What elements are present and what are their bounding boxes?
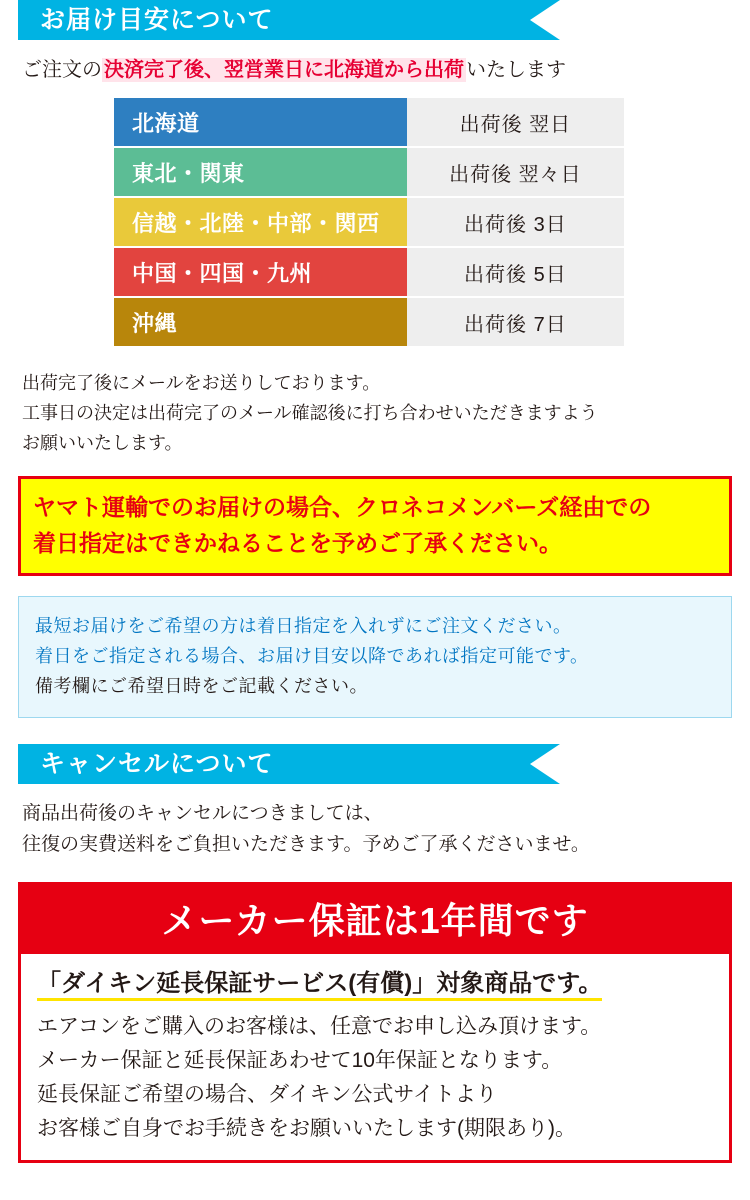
table-cell-days: 出荷後 7日 xyxy=(407,297,624,346)
cancel-banner-label: キャンセルについて xyxy=(40,750,274,778)
table-row xyxy=(114,297,624,346)
lead-suffix: いたします xyxy=(466,59,566,81)
banner-arrow-tip xyxy=(530,744,560,784)
delivery-section-banner xyxy=(18,0,560,40)
delivery-estimate-table xyxy=(114,98,624,346)
warranty-detail-line: お客様ご自身でお手続きをお願いいたします(期限あり)。 xyxy=(37,1117,576,1140)
table-cell-area: 信越・北陸・中部・関西 xyxy=(114,197,407,247)
warning-line: 着日指定はできかねることを予めご了承ください。 xyxy=(33,530,562,556)
cancel-note-line: 往復の実費送料をご負担いただきます。予めご了承くださいませ。 xyxy=(22,834,590,855)
table-cell-area: 北海道 xyxy=(114,98,407,147)
info-line: 備考欄にご希望日時をご記載ください。 xyxy=(35,676,368,696)
delivery-note-line: 出荷完了後にメールをお送りしております。 xyxy=(22,373,381,393)
info-line: 着日をご指定される場合、お届け目安以降であれば指定可能です。 xyxy=(35,646,589,666)
warranty-detail-lines xyxy=(37,1010,713,1146)
warranty-detail-line: メーカー保証と延長保証あわせて10年保証となります。 xyxy=(37,1049,563,1072)
delivery-note-line: お願いいたします。 xyxy=(22,433,183,453)
yamato-warning-box xyxy=(18,476,732,576)
table-row xyxy=(114,197,624,247)
table-row xyxy=(114,98,624,147)
warranty-headline: メーカー保証は1年間です xyxy=(21,885,729,954)
delivery-info-box xyxy=(18,596,732,718)
cancel-notes xyxy=(22,798,750,860)
warranty-detail-line: 延長保証ご希望の場合、ダイキン公式サイトより xyxy=(37,1083,497,1106)
delivery-note-line: 工事日の決定は出荷完了のメール確認後に打ち合わせいただきますよう xyxy=(22,403,598,423)
table-cell-area: 中国・四国・九州 xyxy=(114,247,407,297)
warranty-subtitle xyxy=(37,966,713,1002)
lead-prefix: ご注文の xyxy=(22,59,102,81)
warning-line: ヤマト運輸でのお届けの場合、クロネコメンバーズ経由での xyxy=(33,494,652,520)
warranty-box xyxy=(18,882,732,1163)
delivery-banner-label: お届け目安について xyxy=(40,6,274,34)
table-cell-days: 出荷後 3日 xyxy=(407,197,624,247)
banner-arrow-tip xyxy=(530,0,560,40)
info-line: 最短お届けをご希望の方は着日指定を入れずにご注文ください。 xyxy=(35,616,572,636)
warranty-body xyxy=(21,954,729,1160)
lead-highlight: 決済完了後、翌営業日に北海道から出荷 xyxy=(104,59,464,81)
table-cell-days: 出荷後 翌日 xyxy=(407,98,624,147)
table-cell-days: 出荷後 翌々日 xyxy=(407,147,624,197)
delivery-notes xyxy=(22,368,750,458)
table-cell-area: 東北・関東 xyxy=(114,147,407,197)
warranty-detail-line: エアコンをご購入のお客様は、任意でお申し込み頂けます。 xyxy=(37,1015,602,1038)
delivery-lead-line xyxy=(22,56,750,84)
cancel-note-line: 商品出荷後のキャンセルにつきましては、 xyxy=(22,803,383,824)
warranty-subtitle-text: 「ダイキン延長保証サービス(有償)」対象商品です。 xyxy=(37,970,602,1001)
table-cell-area: 沖縄 xyxy=(114,297,407,346)
table-cell-days: 出荷後 5日 xyxy=(407,247,624,297)
table-row xyxy=(114,147,624,197)
table-row xyxy=(114,247,624,297)
cancel-section-banner xyxy=(18,744,560,784)
